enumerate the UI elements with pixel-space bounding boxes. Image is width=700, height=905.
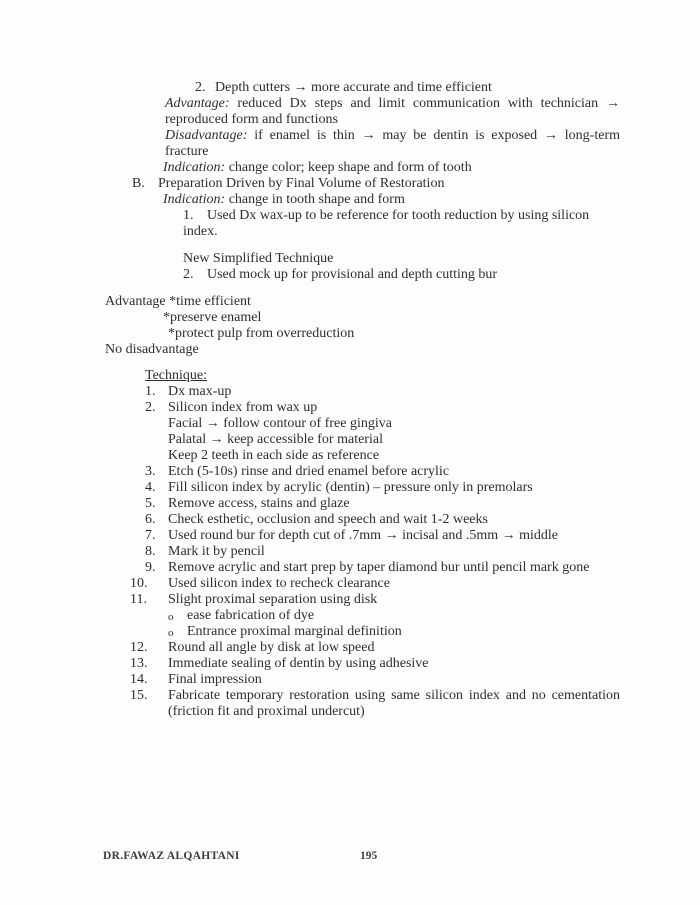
technique-heading-text: Technique: <box>145 368 207 383</box>
heading-new-simplified-technique: New Simplified Technique <box>183 251 334 266</box>
step-text: Used round bur for depth cut of .7mm → incisal and .5mm → middle <box>168 528 558 543</box>
technique-step-3 <box>105 464 620 480</box>
step-number: 2. <box>145 400 156 415</box>
line-indication-2 <box>163 192 620 208</box>
indication-text: change color; keep shape and form of tooth <box>228 160 472 175</box>
step-number: 13. <box>130 656 148 671</box>
step-text: Slight proximal separation using disk <box>168 592 378 607</box>
step-11-bullet-2 <box>105 624 620 640</box>
technique-step-5 <box>105 496 620 512</box>
step-number: 11. <box>130 592 147 607</box>
step-number: 5. <box>145 496 156 511</box>
step-text: Used silicon index to recheck clearance <box>168 576 390 591</box>
list-letter: B. <box>132 176 145 191</box>
advantage-item-3: *protect pulp from overreduction <box>168 326 355 341</box>
step-text: Immediate sealing of dentin by using adhesive <box>168 656 429 671</box>
footer-author: DR.FAWAZ ALQAHTANI <box>103 850 240 861</box>
technique-step-9 <box>105 560 620 576</box>
list-number: 2. <box>195 80 206 95</box>
technique-step-15 <box>105 688 620 720</box>
step-number: 9. <box>145 560 156 575</box>
step-text: Fill silicon index by acrylic (dentin) – pressure only in premolars <box>168 480 533 495</box>
list-number: 1. <box>183 208 194 223</box>
indication-label: Indication: <box>163 192 226 207</box>
paragraph-advantage <box>165 96 620 128</box>
advantage-block-label: Advantage <box>105 294 166 309</box>
technique-step-7 <box>105 528 620 544</box>
line-depth-cutters <box>195 80 620 96</box>
technique-step-14 <box>105 672 620 688</box>
line-b-item-2 <box>183 267 620 283</box>
disadvantage-text: if enamel is thin → may be dentin is exposed → long-term fracture <box>165 128 620 159</box>
step-text: Mark it by pencil <box>168 544 265 559</box>
technique-step-13 <box>105 656 620 672</box>
step-text: Etch (5-10s) rinse and dried enamel before acrylic <box>168 464 450 479</box>
step-number: 8. <box>145 544 156 559</box>
circle-bullet-icon: o <box>168 611 174 623</box>
step-text: Remove acrylic and start prep by taper diamond bur until pencil mark gone <box>168 560 590 575</box>
bullet-text: ease fabrication of dye <box>187 608 315 623</box>
technique-step-2 <box>105 400 620 416</box>
step-number: 10. <box>130 576 148 591</box>
disadvantage-label: Disadvantage: <box>165 128 248 143</box>
footer-page-number: 195 <box>360 850 378 861</box>
step-number: 7. <box>145 528 156 543</box>
line-no-disadvantage: No disadvantage <box>105 342 199 357</box>
step-number: 14. <box>130 672 148 687</box>
line-text: Used mock up for provisional and depth cutting bur <box>207 267 498 282</box>
advantage-text: reduced Dx steps and limit communication with technician → reproduced form and functions <box>165 96 620 127</box>
technique-step-6 <box>105 512 620 528</box>
advantage-label: Advantage: <box>165 96 230 111</box>
advantage-item-2: *preserve enamel <box>163 310 262 325</box>
step-number: 12. <box>130 640 148 655</box>
step-text: Final impression <box>168 672 262 687</box>
step-text: Dx max-up <box>168 384 232 399</box>
bullet-text: Entrance proximal marginal definition <box>187 624 402 639</box>
line-text: Depth cutters → more accurate and time efficient <box>215 80 492 95</box>
line-b-item-1 <box>183 208 620 240</box>
step-text: Remove access, stains and glaze <box>168 496 350 511</box>
step-2-subline-palatal: Palatal → keep accessible for material <box>168 432 383 447</box>
step-number: 4. <box>145 480 156 495</box>
step-number: 1. <box>145 384 156 399</box>
step-text: Silicon index from wax up <box>168 400 318 415</box>
line-text: Used Dx wax-up to be reference for tooth reduction by using silicon index. <box>183 208 590 239</box>
step-text: Round all angle by disk at low speed <box>168 640 375 655</box>
step-2-subline-facial: Facial → follow contour of free gingiva <box>168 416 392 431</box>
heading-technique <box>145 368 620 384</box>
step-2-subline-keep: Keep 2 teeth in each side as reference <box>168 448 380 463</box>
step-number: 3. <box>145 464 156 479</box>
technique-step-12 <box>105 640 620 656</box>
list-number: 2. <box>183 267 194 282</box>
step-11-bullet-1 <box>105 608 620 624</box>
step-number: 6. <box>145 512 156 527</box>
technique-step-8 <box>105 544 620 560</box>
line-item-b <box>132 176 620 192</box>
line-advantage-block <box>105 294 620 310</box>
circle-bullet-icon: o <box>168 627 174 639</box>
technique-step-10 <box>105 576 620 592</box>
technique-step-1 <box>105 384 620 400</box>
indication-label: Indication: <box>163 160 226 175</box>
line-text: Preparation Driven by Final Volume of Restoration <box>158 176 445 191</box>
step-text: Check esthetic, occlusion and speech and wait 1-2 weeks <box>168 512 488 527</box>
paragraph-disadvantage <box>165 128 620 160</box>
step-number: 15. <box>130 688 148 703</box>
indication-text: change in tooth shape and form <box>228 192 405 207</box>
technique-step-11 <box>105 592 620 608</box>
page-content <box>105 80 620 720</box>
advantage-item-1: *time efficient <box>169 294 251 309</box>
technique-step-4 <box>105 480 620 496</box>
step-text: Fabricate temporary restoration using same silicon index and no cementation (friction fit and proximal undercut) <box>168 688 620 719</box>
line-indication-1 <box>163 160 620 176</box>
